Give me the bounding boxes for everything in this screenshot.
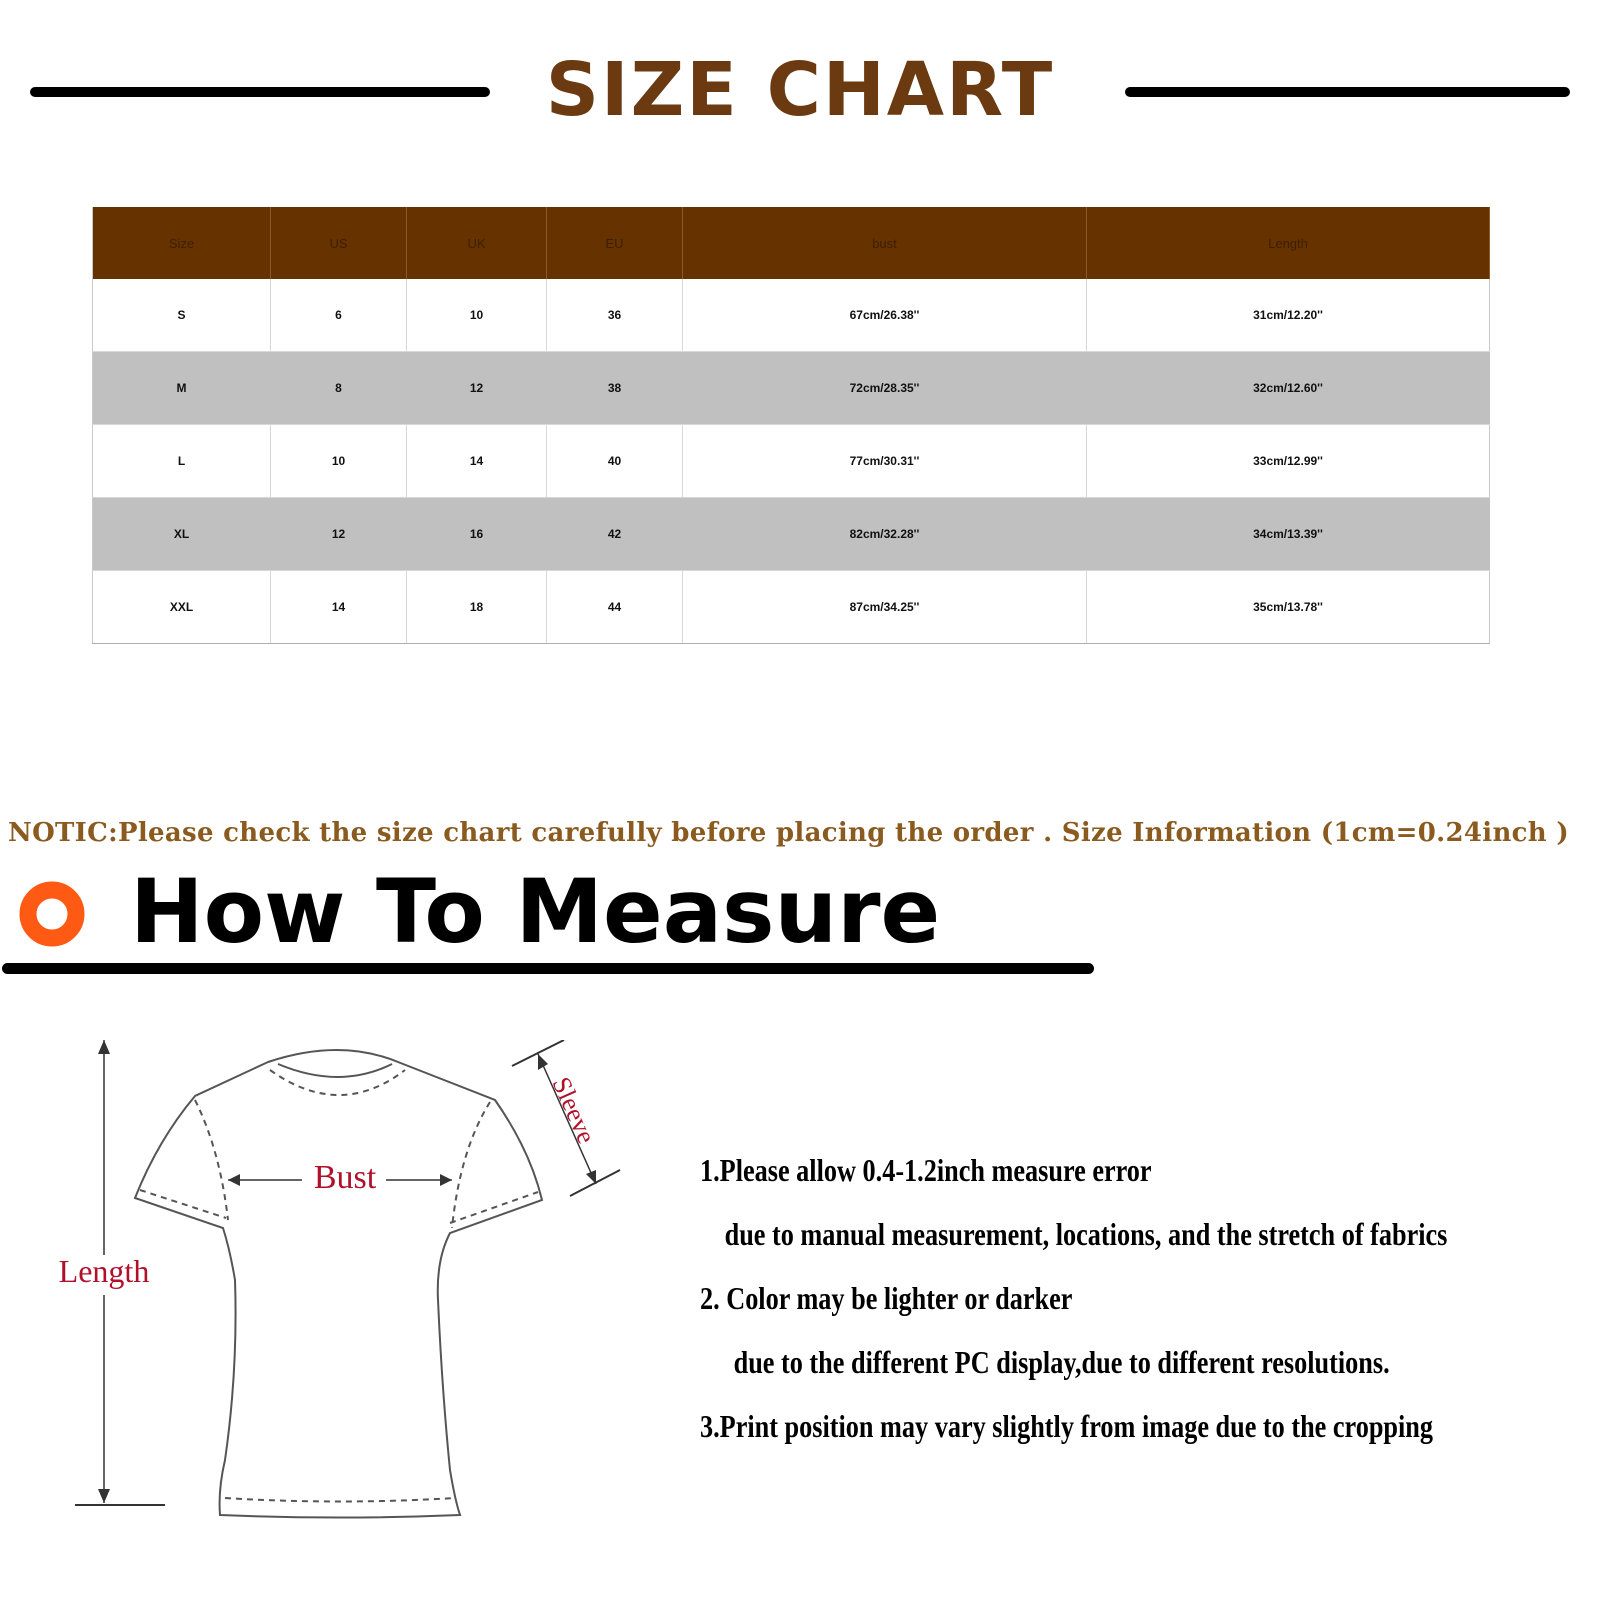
- bust-label: Bust: [313, 1159, 377, 1196]
- cell-us: 12: [271, 498, 407, 571]
- cell-length: 34cm/13.39'': [1087, 498, 1490, 571]
- cell-size: S: [93, 279, 271, 352]
- cell-bust: 77cm/30.31'': [683, 425, 1087, 498]
- cell-bust: 67cm/26.38'': [683, 279, 1087, 352]
- note-line: due to the different PC display,due to different resolutions.: [733, 1344, 1390, 1380]
- cell-us: 14: [271, 571, 407, 644]
- cell-length: 33cm/12.99'': [1087, 425, 1490, 498]
- note-line: 3.Print position may vary slightly from image due to the cropping: [700, 1408, 1434, 1444]
- cell-uk: 14: [407, 425, 547, 498]
- note-line: due to manual measurement, locations, and the stretch of fabrics: [724, 1216, 1448, 1252]
- tshirt-measure-diagram: [40, 1040, 660, 1560]
- cell-eu: 36: [547, 279, 683, 352]
- cell-us: 10: [271, 425, 407, 498]
- table-row: [93, 571, 1490, 644]
- column-header-size: Size: [93, 207, 271, 279]
- table-row: [93, 498, 1490, 571]
- cell-length: 35cm/13.78'': [1087, 571, 1490, 644]
- tshirt-collar: [278, 1064, 392, 1077]
- column-header-eu: EU: [547, 207, 683, 279]
- how-to-measure-title: How To Measure: [130, 860, 941, 963]
- tshirt-outline: [135, 1050, 542, 1518]
- cell-length: 32cm/12.60'': [1087, 352, 1490, 425]
- table-row: [93, 425, 1490, 498]
- measure-divider: [2, 963, 1094, 974]
- sleeve-label: Sleeve: [546, 1072, 602, 1148]
- note-line: 1.Please allow 0.4-1.2inch measure error: [700, 1152, 1152, 1188]
- cell-size: XL: [93, 498, 271, 571]
- cell-uk: 12: [407, 352, 547, 425]
- cell-eu: 42: [547, 498, 683, 571]
- title-divider-right: [1125, 87, 1570, 97]
- cell-size: M: [93, 352, 271, 425]
- table-header-row: [93, 207, 1490, 279]
- cell-uk: 18: [407, 571, 547, 644]
- cell-bust: 87cm/34.25'': [683, 571, 1087, 644]
- cell-uk: 10: [407, 279, 547, 352]
- cell-uk: 16: [407, 498, 547, 571]
- cell-us: 8: [271, 352, 407, 425]
- cell-size: XXL: [93, 571, 271, 644]
- cell-size: L: [93, 425, 271, 498]
- size-chart-table: [92, 207, 1490, 644]
- cell-bust: 72cm/28.35'': [683, 352, 1087, 425]
- page-title: SIZE CHART: [545, 47, 1055, 133]
- cell-eu: 44: [547, 571, 683, 644]
- note-line: 2. Color may be lighter or darker: [700, 1280, 1073, 1316]
- column-header-uk: UK: [407, 207, 547, 279]
- length-label: Length: [58, 1253, 150, 1289]
- measurement-notes: [700, 1150, 1448, 1470]
- size-chart-header: [0, 40, 1600, 140]
- column-header-length: Length: [1087, 207, 1490, 279]
- cell-us: 6: [271, 279, 407, 352]
- column-header-us: US: [271, 207, 407, 279]
- cell-eu: 40: [547, 425, 683, 498]
- cell-bust: 82cm/32.28'': [683, 498, 1087, 571]
- how-to-measure-header: [0, 860, 1100, 980]
- column-header-bust: bust: [683, 207, 1087, 279]
- orange-ring-icon: [18, 880, 86, 948]
- size-notice: NOTIC:Please check the size chart carefully before placing the order . Size Information (1cm=0.24inch ): [8, 818, 1569, 848]
- cell-eu: 38: [547, 352, 683, 425]
- table-row: [93, 352, 1490, 425]
- cell-length: 31cm/12.20'': [1087, 279, 1490, 352]
- table-row: [93, 279, 1490, 352]
